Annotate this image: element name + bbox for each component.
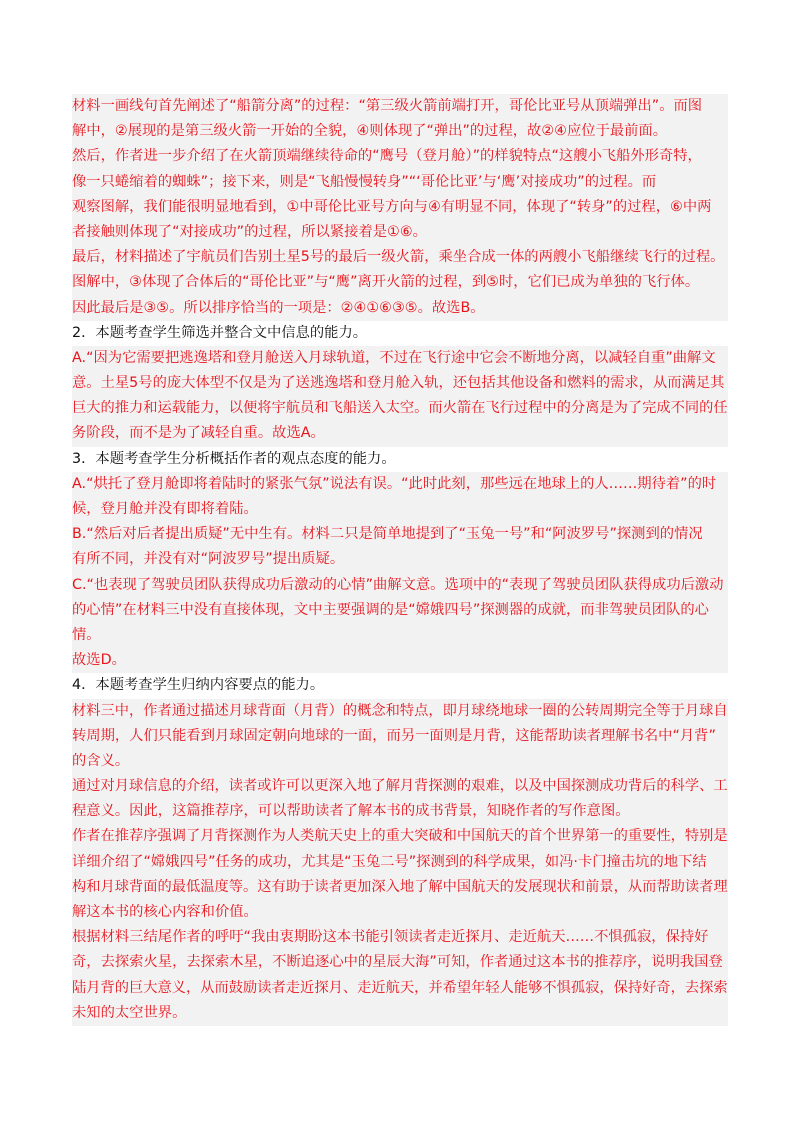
explanation-line: 的含义。 [72, 749, 728, 774]
explanation-line: 陆月背的巨大意义，从而鼓励读者走近探月、走近航天，并希望年轻人能够不惧孤寂，保持好奇，去探索 [72, 976, 728, 1001]
explanation-line: 情。 [72, 623, 728, 648]
explanation-line: 奇，去探索火星，去探索木星，不断追逐心中的星辰大海”可知，作者通过这本书的推荐序，说明我国登 [72, 950, 728, 975]
explanation-line: 作者在推荐序强调了月背探测作为人类航天史上的重大突破和中国航天的首个世界第一的重要性，特别是 [72, 824, 728, 849]
explanation-line: 材料三中，作者通过描述月球背面（月背）的概念和特点，即月球绕地球一圈的公转周期完全等于月球自 [72, 699, 728, 724]
explanation-line: 意。土星5号的庞大体型不仅是为了送逃逸塔和登月舱入轨，还包括其他设备和燃料的需求，从而满足其 [72, 371, 728, 396]
explanation-line: 的心情”在材料三中没有直接体现，文中主要强调的是“嫦娥四号”探测器的成就，而非驾驶员团队的心 [72, 598, 728, 623]
explanation-line: 最后，材料描述了宇航员们告别土星5号的最后一级火箭，乘坐合成一体的两艘小飞船继续飞行的过程。 [72, 245, 728, 270]
explanation-line: A.“因为它需要把逃逸塔和登月舱送入月球轨道，不过在飞行途中它会不断地分离，以减轻自重”曲解文 [72, 346, 728, 371]
explanation-line: 未知的太空世界。 [72, 1001, 728, 1026]
explanation-line: 观察图解，我们能很明显地看到，①中哥伦比亚号方向与④有明显不同，体现了“转身”的过程，⑥中两 [72, 195, 728, 220]
explanation-line: 像一只蜷缩着的蜘蛛”；接下来，则是“飞船慢慢转身”“‘哥伦比亚’与‘鹰’对接成功”的过程。而 [72, 170, 728, 195]
explanation-line: 解中，②展现的是第三级火箭一开始的全貌，④则体现了“弹出”的过程，故②④应位于最前面。 [72, 119, 728, 144]
explanation-line: 者接触则体现了“对接成功”的过程，所以紧接着是①⑥。 [72, 220, 728, 245]
question-heading-line: 4．本题考查学生归纳内容要点的能力。 [72, 677, 325, 694]
explanation-line: 通过对月球信息的介绍，读者或许可以更深入地了解月背探测的艰难，以及中国探测成功背后的科学、工 [72, 774, 728, 799]
explanation-line: 故选D。 [72, 648, 728, 673]
explanation-line: 图解中，③体现了合体后的“哥伦比亚”与“鹰”离开火箭的过程，到⑤时，它们已成为单独的飞行体。 [72, 270, 728, 295]
answer-explanation-text [72, 94, 728, 1026]
explanation-line: 巨大的推力和运载能力，以便将宇航员和飞船送入太空。而火箭在飞行过程中的分离是为了完成不同的任 [72, 396, 728, 421]
explanation-line: 候，登月舱并没有即将着陆。 [72, 497, 728, 522]
explanation-line: A.“烘托了登月舱即将着陆时的紧张气氛”说法有误。“此时此刻，那些远在地球上的人……期待着”的时 [72, 472, 728, 497]
explanation-line: 材料一画线句首先阐述了“船箭分离”的过程：“第三级火箭前端打开，哥伦比亚号从顶端弹出”。而图 [72, 94, 728, 119]
explanation-line: 然后，作者进一步介绍了在火箭顶端继续待命的“鹰号（登月舱）”的样貌特点“这艘小飞船外形奇特， [72, 144, 728, 169]
explanation-line: B.“然后对后者提出质疑”无中生有。材料二只是简单地提到了“玉兔一号”和“阿波罗号”探测到的情况 [72, 522, 728, 547]
explanation-line: 解这本书的核心内容和价值。 [72, 900, 728, 925]
explanation-line: C.“也表现了驾驶员团队获得成功后激动的心情”曲解文意。选项中的“表现了驾驶员团队获得成功后激动 [72, 573, 728, 598]
explanation-line: 务阶段，而不是为了减轻自重。故选A。 [72, 421, 728, 446]
explanation-line: 有所不同，并没有对“阿波罗号”提出质疑。 [72, 547, 728, 572]
explanation-line: 程意义。因此，这篇推荐序，可以帮助读者了解本书的成书背景，知晓作者的写作意图。 [72, 799, 728, 824]
explanation-line: 根据材料三结尾作者的呼吁“我由衷期盼这本书能引领读者走近探月、走近航天……不惧孤寂，保持好 [72, 925, 728, 950]
explanation-line: 转周期，人们只能看到月球固定朝向地球的一面，而另一面则是月背，这能帮助读者理解书名中“月背” [72, 724, 728, 749]
question-heading-line: 2．本题考查学生筛选并整合文中信息的能力。 [72, 324, 368, 341]
explanation-line: 因此最后是③⑤。所以排序恰当的一项是：②④①⑥③⑤。故选B。 [72, 296, 728, 321]
explanation-line: 详细介绍了“嫦娥四号”任务的成功，尤其是“玉兔二号”探测到的科学成果，如冯·卡门撞击坑的地下结 [72, 850, 728, 875]
question-heading-line: 3．本题考查学生分析概括作者的观点态度的能力。 [72, 450, 396, 467]
explanation-line: 构和月球背面的最低温度等。这有助于读者更加深入地了解中国航天的发展现状和前景，从而帮助读者理 [72, 875, 728, 900]
